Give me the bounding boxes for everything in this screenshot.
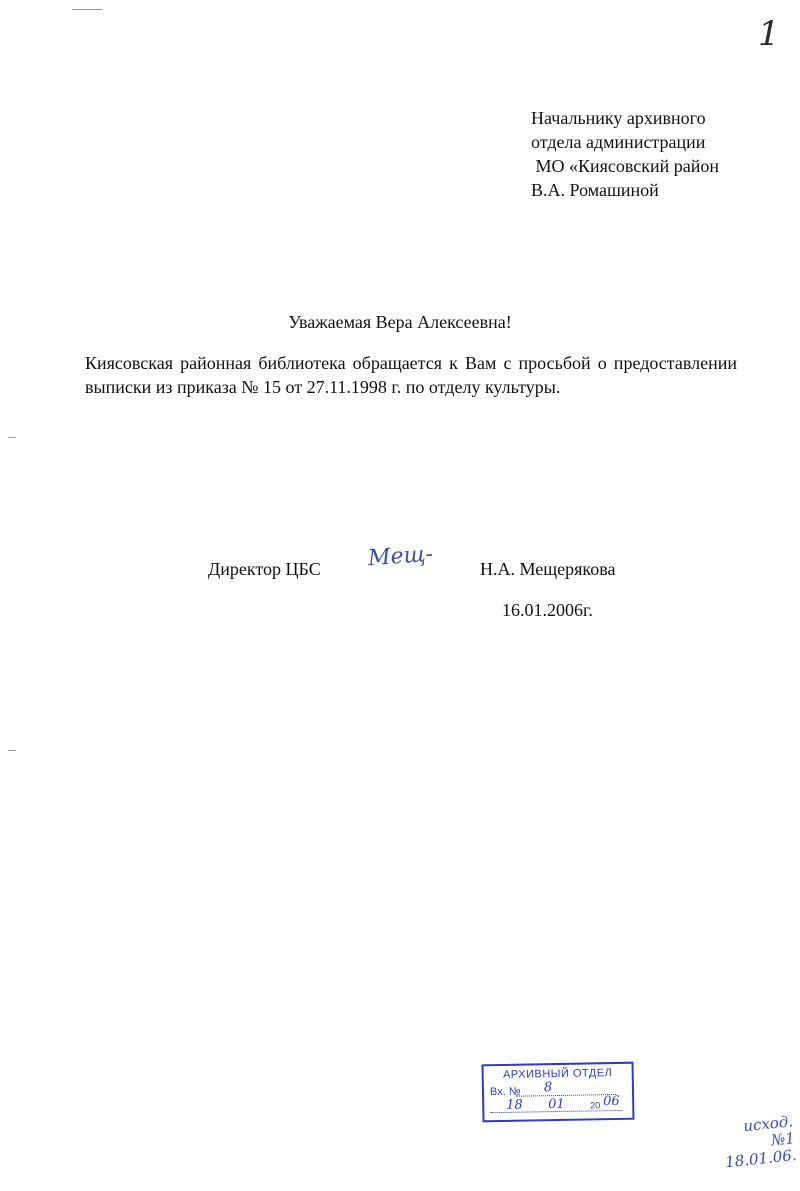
- salutation: Уважаемая Вера Алексеевна!: [288, 312, 512, 332]
- stamp-year-prefix: 20: [590, 1100, 601, 1111]
- addressee-line: МО «Киясовский район: [531, 156, 720, 176]
- handwritten-signature: Мещ-: [367, 541, 434, 572]
- note-line: исход.: [742, 1112, 794, 1136]
- archive-stamp: [482, 1062, 635, 1123]
- page-number: 1: [758, 14, 780, 54]
- note-line: 18.01.06.: [724, 1145, 798, 1172]
- stamp-day: 18: [506, 1097, 523, 1113]
- addressee-line: отдела администрации: [531, 132, 706, 152]
- signatory-title: Директор ЦБС: [208, 559, 321, 579]
- note-line: №1: [770, 1129, 796, 1150]
- stamp-title: АРХИВНЫЙ ОТДЕЛ: [502, 1067, 613, 1081]
- stamp-number-line: [516, 1094, 616, 1097]
- letter-body: Киясовская районная библиотека обращается к Вам с просьбой о предоставлении выписки из приказа № 15 от 27.11.1998 г. по отделу культуры.: [85, 353, 737, 397]
- stamp-number: 8: [543, 1080, 553, 1096]
- stamp-month: 01: [548, 1096, 565, 1113]
- scan-mark-top: [72, 9, 102, 10]
- stamp-year: 06: [603, 1093, 620, 1110]
- stamp-number-label: Вх. №: [489, 1085, 521, 1099]
- letter-date: 16.01.2006г.: [502, 600, 593, 620]
- scan-mark-left: [8, 750, 16, 751]
- addressee-block: [531, 106, 719, 202]
- addressee-line: Начальнику архивного: [531, 108, 706, 128]
- signatory-name: Н.А. Мещерякова: [480, 559, 616, 579]
- handwritten-outgoing-note: [698, 1113, 798, 1174]
- scan-mark-left: [8, 437, 16, 438]
- addressee-line: В.А. Ромашиной: [531, 180, 659, 200]
